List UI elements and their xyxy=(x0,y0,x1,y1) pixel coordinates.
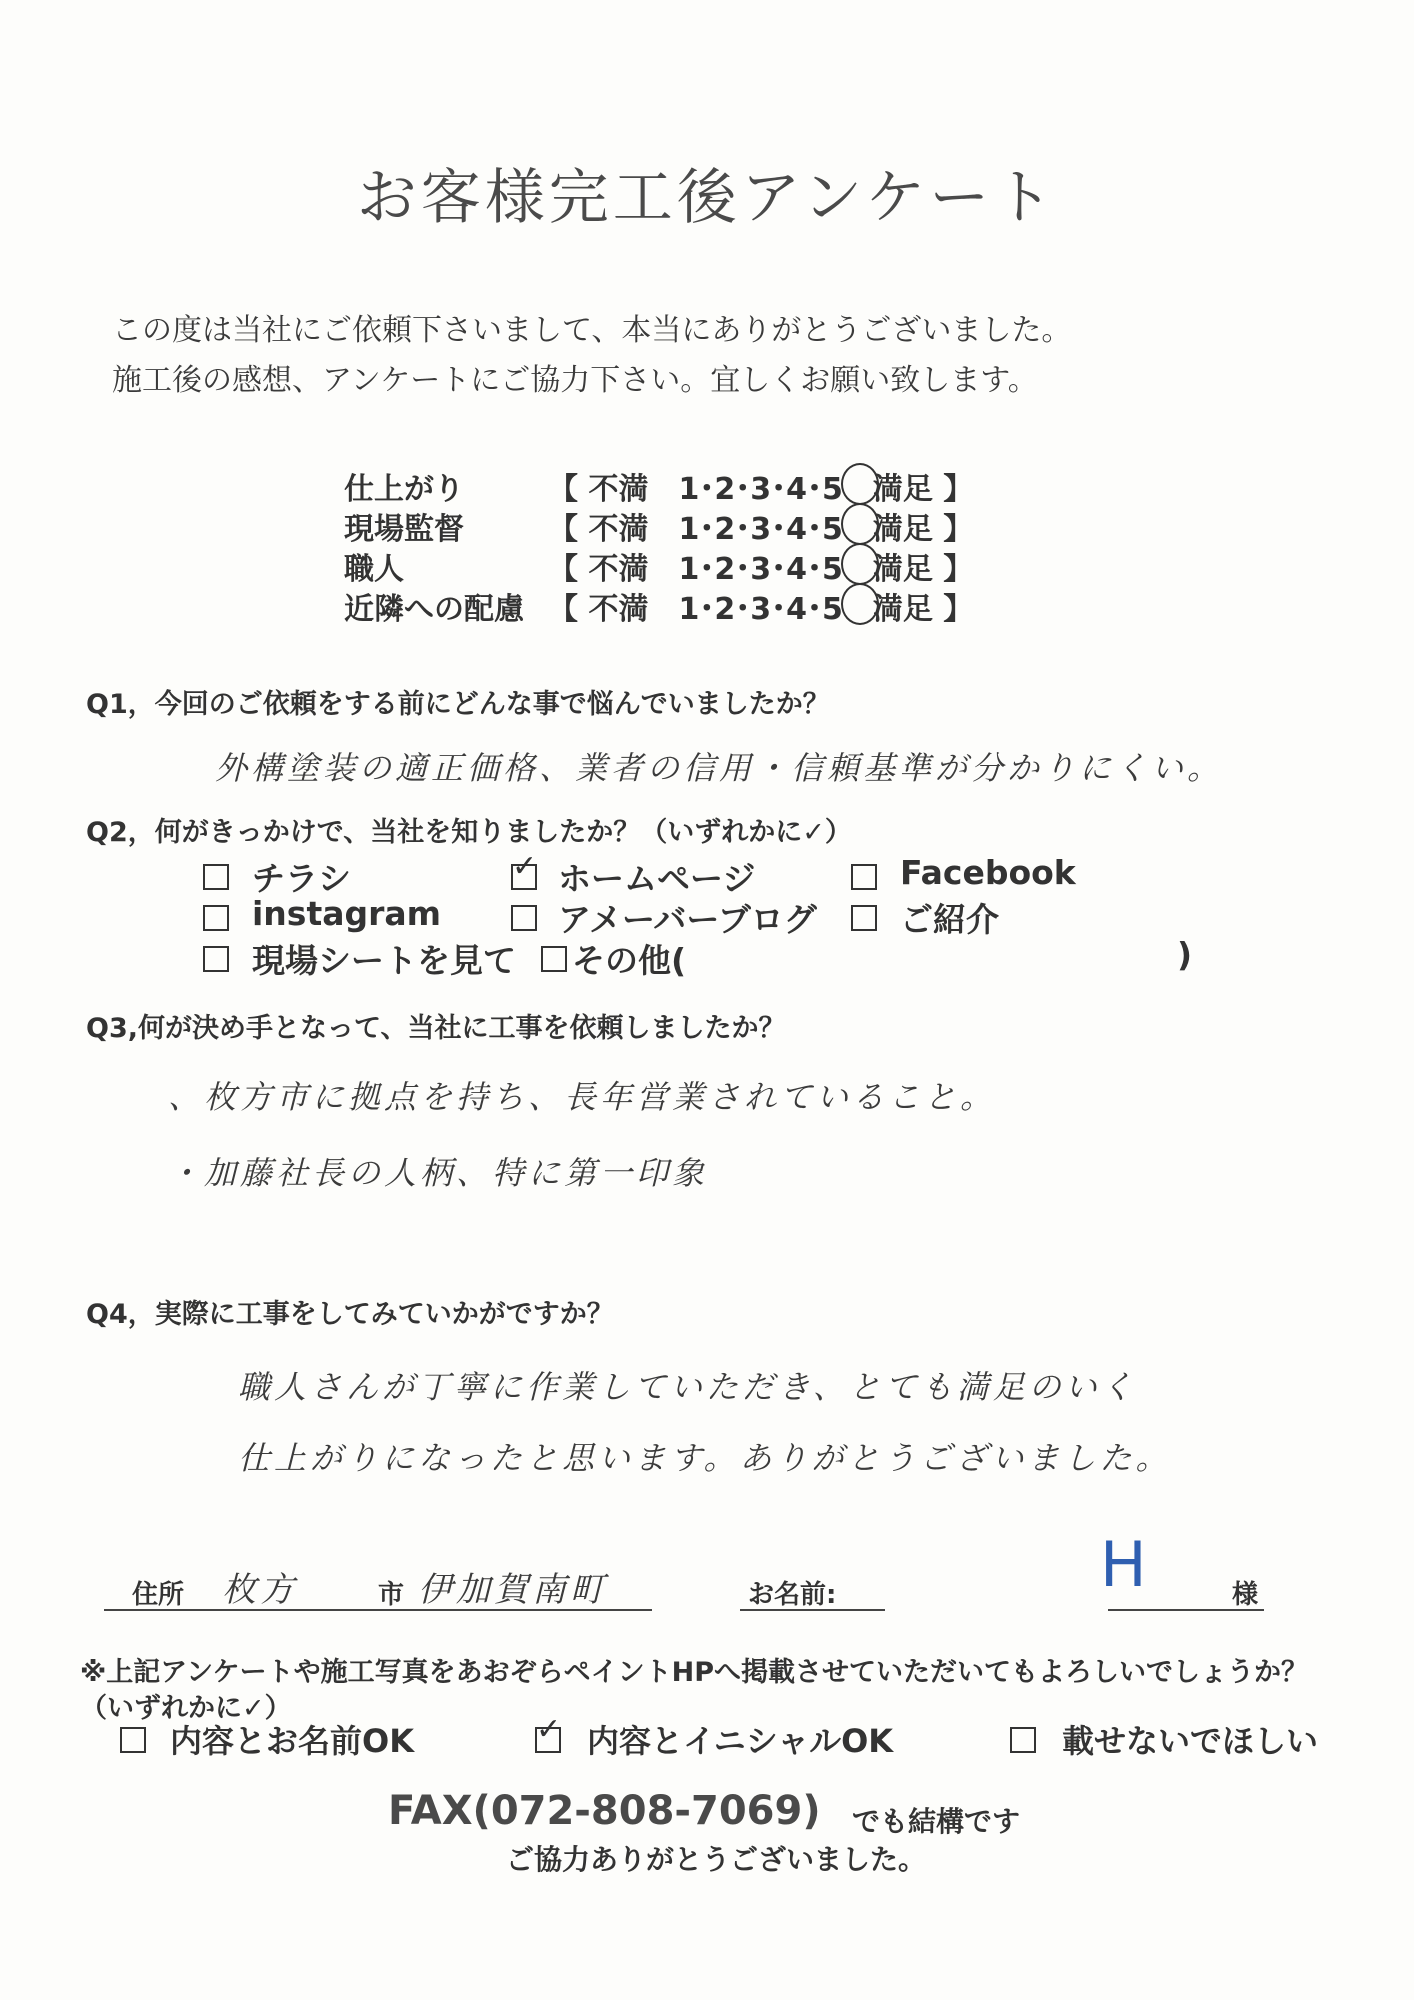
checkbox-instagram[interactable] xyxy=(203,905,229,931)
q2-question: Q2，何がきっかけで、当社を知りましたか？（いずれかに✓） xyxy=(86,817,852,848)
rating-label-neighbors: 近隣への配慮 xyxy=(344,592,524,627)
name-underline-left xyxy=(740,1609,885,1611)
rating-5-circle xyxy=(841,463,879,505)
checkbox-flyer[interactable] xyxy=(203,864,229,890)
option-other: その他( xyxy=(572,941,687,980)
address-label: 住所 xyxy=(132,1580,185,1610)
survey-title: お客様完工後アンケート xyxy=(356,163,1058,233)
rating-label-finish: 仕上がり xyxy=(344,472,464,507)
fax-suffix: でも結構です xyxy=(852,1805,1021,1838)
q4-question: Q4，実際に工事をしてみていかがですか？ xyxy=(86,1299,614,1330)
consent-option-initial-ok: 内容とイニシャルOK xyxy=(587,1722,894,1760)
address-city-suffix: 市 xyxy=(378,1580,405,1610)
rating-label-supervisor: 現場監督 xyxy=(344,512,464,547)
rating-scale-neighbors[interactable]: 【 不満 1･2･3･4･5 満足 】 xyxy=(548,592,974,627)
checkbox-referral[interactable] xyxy=(851,905,877,931)
checkbox-site-sheet[interactable] xyxy=(203,946,229,972)
checkbox-no-publish[interactable] xyxy=(1010,1727,1036,1753)
address-town[interactable]: 伊加賀南町 xyxy=(418,1570,608,1610)
q4-answer-2[interactable]: 仕上がりになったと思います。ありがとうございました。 xyxy=(238,1439,1172,1477)
check-mark-icon: ✓ xyxy=(536,1712,562,1747)
intro-line-2: 施工後の感想、アンケートにご協力下さい。宜しくお願い致します。 xyxy=(112,363,1038,398)
fax-number: FAX(072-808-7069) xyxy=(388,1788,821,1834)
q1-question: Q1，今回のご依頼をする前にどんな事で悩んでいましたか？ xyxy=(86,689,830,720)
option-flyer: チラシ xyxy=(252,859,351,898)
q3-answer-1[interactable]: 、枚方市に拠点を持ち、長年営業されていること。 xyxy=(168,1078,997,1116)
consent-option-no-publish: 載せないでほしい xyxy=(1062,1722,1319,1760)
option-facebook: Facebook xyxy=(900,853,1076,892)
thanks-message: ご協力ありがとうございました。 xyxy=(506,1843,927,1876)
checkbox-ameba-blog[interactable] xyxy=(511,905,537,931)
checkbox-name-ok[interactable] xyxy=(120,1727,146,1753)
rating-label-craftsman: 職人 xyxy=(344,552,404,587)
consent-option-name-ok: 内容とお名前OK xyxy=(170,1722,415,1760)
q3-answer-2[interactable]: ・加藤社長の人柄、特に第一印象 xyxy=(168,1154,709,1192)
q3-question: Q3,何が決め手となって、当社に工事を依頼しましたか？ xyxy=(86,1013,786,1044)
q1-answer[interactable]: 外構塗装の適正価格、業者の信用・信頼基準が分かりにくい。 xyxy=(215,749,1224,787)
checkbox-facebook[interactable] xyxy=(851,864,877,890)
consent-instruction: （いずれかに✓） xyxy=(80,1693,292,1724)
rating-5-circle xyxy=(841,583,879,625)
option-other-close: ) xyxy=(1177,935,1193,974)
consent-question: ※上記アンケートや施工写真をあおぞらペイントHPへ掲載させていただいてもよろしいでしょうか？ xyxy=(80,1657,1309,1688)
name-value[interactable]: H xyxy=(1100,1528,1147,1601)
option-instagram: instagram xyxy=(252,894,442,933)
rating-5-circle xyxy=(841,503,879,545)
rating-5-circle xyxy=(841,543,879,585)
address-underline xyxy=(104,1609,652,1611)
option-referral: ご紹介 xyxy=(900,900,999,939)
address-city[interactable]: 枚方 xyxy=(222,1570,298,1610)
check-mark-icon: ✓ xyxy=(512,849,538,884)
option-homepage: ホームページ xyxy=(558,859,756,898)
q4-answer-1[interactable]: 職人さんが丁寧に作業していただき、とても満足のいく xyxy=(238,1368,1137,1406)
name-label: お名前: xyxy=(748,1580,837,1610)
rating-scale-craftsman[interactable]: 【 不満 1･2･3･4･5 満足 】 xyxy=(548,552,974,587)
rating-scale-supervisor[interactable]: 【 不満 1･2･3･4･5 満足 】 xyxy=(548,512,974,547)
rating-scale-finish[interactable]: 【 不満 1･2･3･4･5 満足 】 xyxy=(548,472,974,507)
intro-line-1: この度は当社にご依頼下さいまして、本当にありがとうございました。 xyxy=(112,313,1072,348)
option-site-sheet: 現場シートを見て xyxy=(252,941,516,980)
honorific: 様 xyxy=(1232,1580,1259,1610)
checkbox-other[interactable] xyxy=(541,946,567,972)
option-ameba-blog: アメーバーブログ xyxy=(558,900,817,939)
